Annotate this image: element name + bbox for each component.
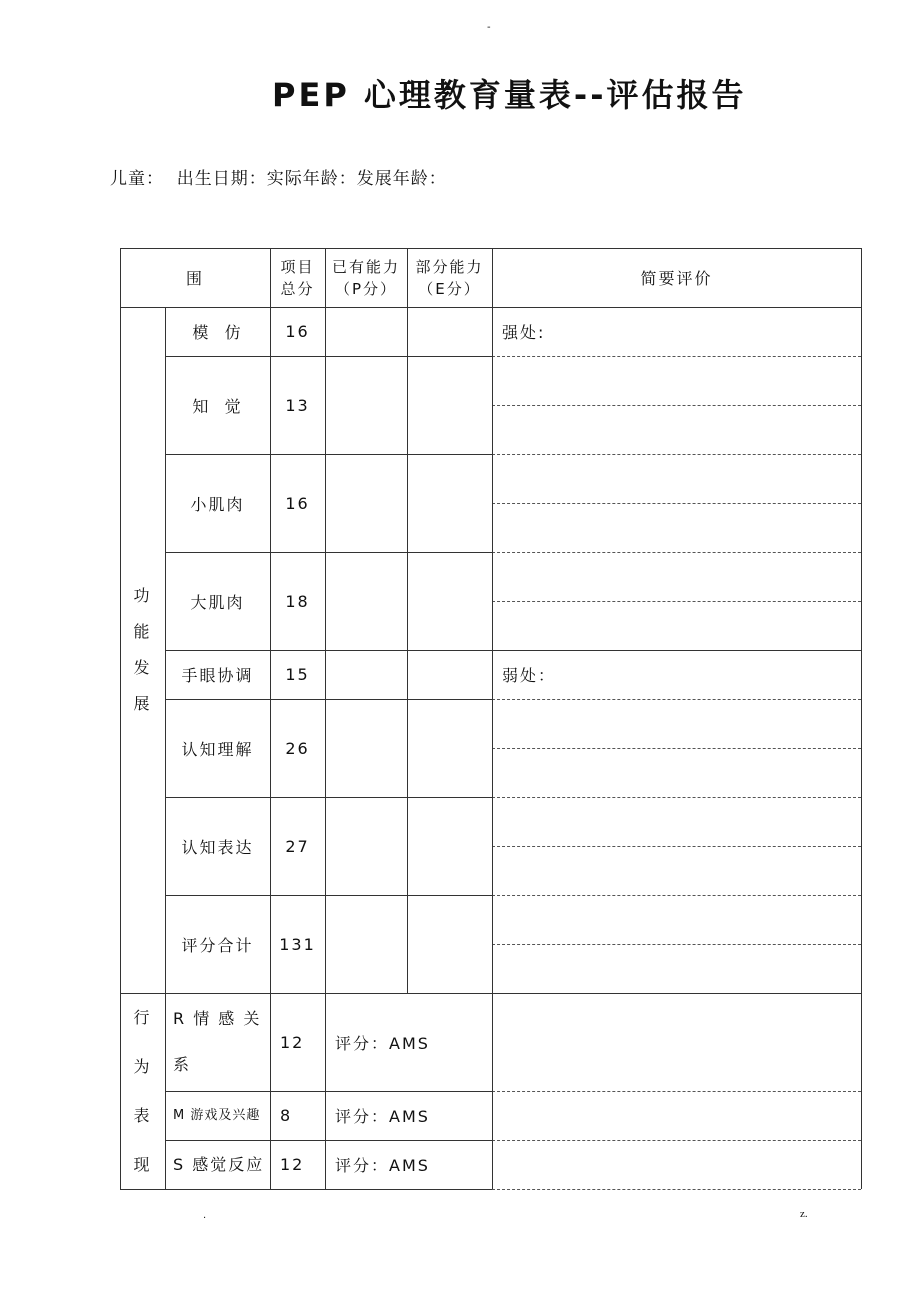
behavior-item-name: S 感觉反应 [173, 1154, 265, 1174]
table-rule [120, 1189, 492, 1190]
e-score-cell[interactable] [407, 895, 492, 993]
function-item-name: 大肌肉 [190, 592, 245, 612]
header-e-score: 部分能力 （E分） [415, 257, 484, 298]
p-score-cell[interactable] [325, 307, 407, 356]
section-function-label: 功 能 发 展 [133, 586, 152, 713]
strengths-label: 强处: [502, 323, 546, 342]
table-rule [165, 650, 492, 651]
child-info-line: 儿童： 出生日期：实际年龄：发展年龄： [110, 169, 447, 189]
comment-dashed-line [492, 846, 861, 847]
e-score-cell[interactable] [407, 552, 492, 650]
table-rule [120, 307, 861, 308]
header-total: 项目 总分 [280, 257, 315, 298]
comment-dashed-line [492, 944, 861, 945]
comment-dashed-line [492, 503, 861, 504]
table-rule [120, 993, 861, 994]
comment-dashed-line [492, 699, 861, 700]
table-rule [165, 797, 492, 798]
behavior-item-name: M 游戏及兴趣 [173, 1107, 261, 1123]
table-border [165, 307, 166, 1189]
function-item-total: 26 [285, 738, 310, 758]
header-comment: 简要评价 [640, 269, 713, 288]
table-rule [165, 699, 492, 700]
function-item-total: 27 [285, 836, 310, 856]
table-border [861, 248, 862, 1189]
comment-dashed-line [492, 1091, 861, 1092]
p-score-cell[interactable] [325, 650, 407, 699]
function-item-name: 手眼协调 [181, 666, 254, 685]
comment-dashed-line [492, 797, 861, 798]
table-border [325, 248, 326, 1189]
p-score-cell[interactable] [325, 356, 407, 454]
table-rule [165, 895, 492, 896]
table-rule [165, 1091, 492, 1092]
table-rule [120, 248, 861, 249]
comment-dashed-line [492, 895, 861, 896]
table-rule [165, 552, 492, 553]
table-rule [165, 454, 492, 455]
function-item-name: 认知理解 [181, 739, 254, 759]
behavior-item-total: 8 [280, 1106, 293, 1125]
p-score-cell[interactable] [325, 797, 407, 895]
function-item-total: 16 [285, 493, 310, 513]
function-item-total: 15 [285, 665, 310, 684]
p-score-cell[interactable] [325, 552, 407, 650]
p-score-cell[interactable] [325, 454, 407, 552]
function-item-total: 13 [285, 395, 310, 415]
e-score-cell[interactable] [407, 307, 492, 356]
table-border [270, 248, 271, 1189]
e-score-cell[interactable] [407, 454, 492, 552]
behavior-score: 评分：AMS [335, 1033, 430, 1053]
table-border [120, 248, 121, 1189]
function-item-total: 16 [285, 322, 310, 341]
p-score-cell[interactable] [325, 699, 407, 797]
behavior-item-total: 12 [280, 1032, 305, 1052]
footer-mark-right: z. [800, 1208, 808, 1220]
table-rule [492, 650, 861, 651]
p-score-cell[interactable] [325, 895, 407, 993]
function-item-name: 知 觉 [192, 396, 243, 416]
comment-dashed-line [492, 1140, 861, 1141]
comment-dashed-line [492, 454, 861, 455]
table-rule [165, 356, 492, 357]
comment-dashed-line [492, 356, 861, 357]
function-item-name: 模 仿 [192, 323, 243, 342]
header-range: 围 [185, 269, 204, 288]
function-item-total: 131 [279, 934, 316, 954]
function-item-name: 认知表达 [181, 837, 254, 857]
section-behavior-label: 行 为 表 现 [133, 1008, 152, 1174]
table-border [407, 248, 408, 993]
footer-mark-left: . [203, 1210, 207, 1221]
e-score-cell[interactable] [407, 650, 492, 699]
e-score-cell[interactable] [407, 356, 492, 454]
e-score-cell[interactable] [407, 699, 492, 797]
comment-dashed-line [492, 1189, 861, 1190]
table-border [492, 248, 493, 1189]
function-item-name: 小肌肉 [190, 494, 245, 514]
comment-dashed-line [492, 552, 861, 553]
function-item-name: 评分合计 [181, 935, 254, 955]
behavior-item-name: R 情 感 关 系 [173, 1009, 262, 1074]
page-title: PEP 心理教育量表--评估报告 [272, 76, 747, 114]
comment-dashed-line [492, 405, 861, 406]
table-rule [165, 1140, 492, 1141]
weaknesses-label: 弱处： [502, 666, 557, 685]
behavior-item-total: 12 [280, 1155, 305, 1174]
behavior-score: 评分：AMS [335, 1107, 430, 1126]
comment-dashed-line [492, 748, 861, 749]
header-p-score: 已有能力 （P分） [331, 257, 400, 298]
comment-dashed-line [492, 601, 861, 602]
top-mark: - [487, 22, 491, 33]
function-item-total: 18 [285, 591, 310, 611]
e-score-cell[interactable] [407, 797, 492, 895]
behavior-score: 评分：AMS [335, 1156, 430, 1175]
